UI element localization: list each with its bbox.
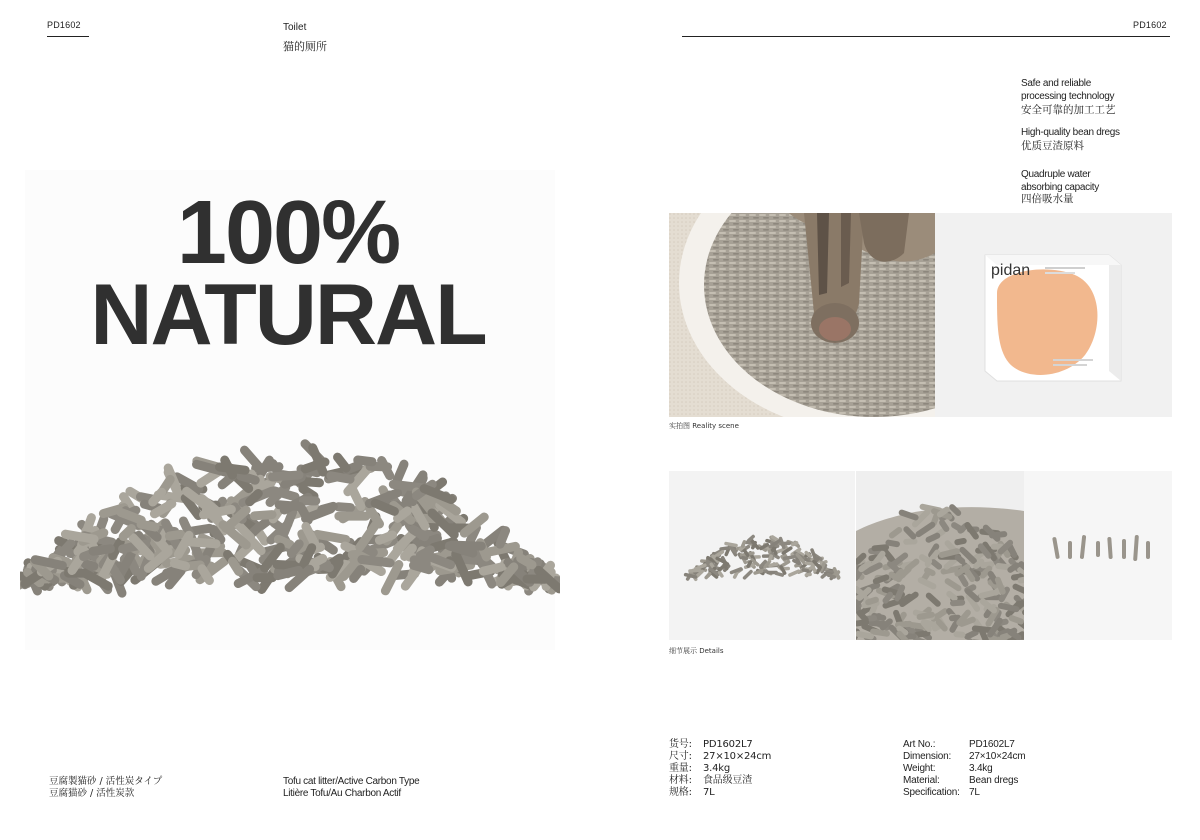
product-name-cn [49, 776, 162, 800]
pidan-box-illustration [935, 213, 1172, 417]
spec-key: Weight: [903, 763, 936, 774]
spec-row [669, 787, 771, 799]
feature-item [1021, 167, 1191, 206]
spec-table-en [903, 739, 1025, 799]
detail-photo-closeup [856, 471, 1024, 640]
spec-value: 7L [703, 787, 715, 798]
spec-key: 货号: [669, 739, 692, 750]
spec-row [903, 739, 1025, 751]
spec-value: 食品级豆渣 [703, 775, 752, 786]
spec-table-cn [669, 739, 771, 799]
product-name-en [283, 776, 419, 800]
feature-en: absorbing capacity [1021, 182, 1099, 193]
pellet [334, 512, 370, 521]
product-name-ja: 豆腐製猫砂 / 活性炭タイプ [49, 776, 163, 787]
headline-line-2: NATURAL [90, 267, 486, 363]
feature-item [1021, 125, 1191, 153]
feature-list [1021, 76, 1191, 214]
spec-row [669, 775, 771, 787]
headline-line-1: 100% [176, 183, 400, 283]
feature-item [1021, 76, 1191, 117]
pellet-row-illustration [1024, 471, 1172, 640]
pellet-small-pile-illustration [669, 471, 855, 640]
pellet [950, 599, 966, 606]
spec-value: 27×10×24cm [969, 751, 1026, 762]
spec-key: 材料: [669, 775, 692, 786]
cat-litter-scene-illustration [669, 213, 935, 417]
reality-scene-caption: 实拍图 Reality scene [669, 422, 739, 430]
pellet [253, 573, 277, 582]
details-caption: 细节展示 Details [669, 647, 724, 655]
box-brand-text: pidan [991, 262, 1031, 279]
spec-key: 规格: [669, 787, 692, 798]
spec-key: Material: [903, 775, 940, 786]
spec-row [903, 751, 1025, 763]
pellet [447, 540, 486, 550]
spec-key: Dimension: [903, 751, 952, 762]
reality-scene-photo [669, 213, 935, 417]
pellet [903, 538, 917, 545]
product-name-french: Litière Tofu/Au Charbon Actif [283, 788, 401, 799]
spec-row [669, 739, 771, 751]
litter-pellet-pile-image [20, 430, 560, 600]
spec-key: 尺寸: [669, 751, 692, 762]
header-rule-right [682, 36, 1170, 37]
feature-cn: 安全可靠的加工工艺 [1021, 104, 1116, 116]
spec-row [903, 775, 1025, 787]
page-code-left: PD1602 [47, 20, 81, 30]
detail-photo-row [1024, 471, 1172, 640]
spec-row [903, 787, 1025, 799]
spec-key: 重量: [669, 763, 692, 774]
spec-row [903, 763, 1025, 775]
spec-key: Art No.: [903, 739, 936, 750]
page-code-right: PD1602 [1133, 20, 1167, 30]
detail-photo-pile [669, 471, 855, 640]
spec-row [669, 751, 771, 763]
feature-cn: 四倍吸水量 [1021, 193, 1074, 205]
section-title-en: Toilet [283, 22, 307, 33]
spec-value: Bean dregs [969, 775, 1019, 786]
header-rule-left [47, 36, 89, 37]
spec-value: PD1602L7 [703, 739, 753, 750]
spec-key: Specification: [903, 787, 960, 798]
product-name-zh: 豆腐猫砂 / 活性炭款 [49, 788, 135, 799]
spec-value: PD1602L7 [969, 739, 1015, 750]
pellet [522, 574, 549, 583]
feature-en: Quadruple water [1021, 169, 1091, 180]
spec-value: 7L [969, 787, 980, 798]
spec-row [669, 763, 771, 775]
spec-value: 3.4kg [969, 763, 993, 774]
section-title-cn: 猫的厕所 [283, 40, 327, 53]
pellet [250, 510, 277, 521]
feature-en: Safe and reliable [1021, 78, 1091, 89]
feature-en: processing technology [1021, 91, 1115, 102]
feature-en: High-quality bean dregs [1021, 127, 1120, 138]
pellet-closeup-illustration [856, 471, 1024, 640]
product-box-photo [935, 213, 1172, 417]
product-name-english: Tofu cat litter/Active Carbon Type [283, 776, 420, 787]
feature-cn: 优质豆渣原料 [1021, 140, 1084, 152]
spec-value: 27×10×24cm [703, 751, 772, 762]
spec-value: 3.4kg [703, 763, 731, 774]
